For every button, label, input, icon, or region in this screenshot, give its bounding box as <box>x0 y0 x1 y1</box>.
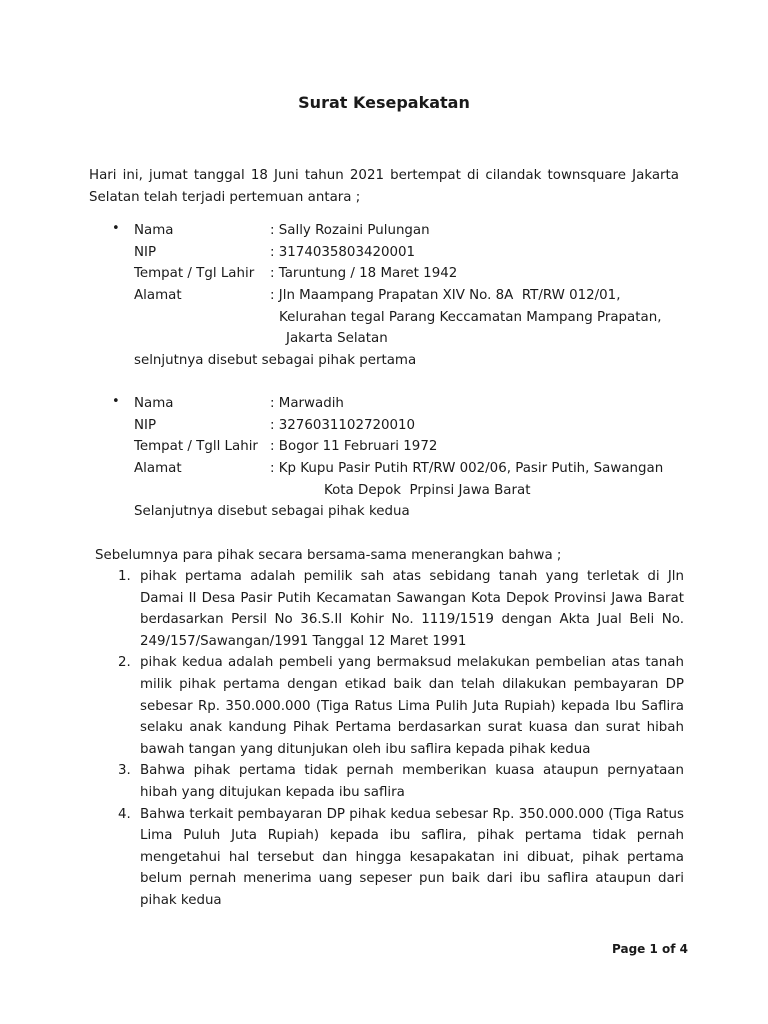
party1-alamat-line-1: : Jln Maampang Prapatan XIV No. 8A RT/RW 012/01, <box>270 288 621 303</box>
party2-alamat-label: Alamat <box>134 461 182 476</box>
party2-nama-label: Nama <box>134 396 174 411</box>
list-item-text: pihak pertama adalah pemilik sah atas sebidang tanah yang terletak di Jln Damai II Desa Pasir Putih Kecamatan Sawangan Kota Depok Provinsi Jawa Barat berdasarkan Persil No 36.S.II Kohir No. 1119/1519 dengan Akta Jual Beli No. 249/157/Sawangan/1991 Tanggal 12 Maret 1991 <box>140 569 684 649</box>
party1-nip-value: : 3174035803420001 <box>270 245 416 260</box>
party1-nama-label: Nama <box>134 223 174 238</box>
intro-paragraph: Hari ini, jumat tanggal 18 Juni tahun 2021 bertempat di cilandak townsquare Jakarta Selatan telah terjadi pertemuan antara ; <box>89 168 679 205</box>
list-item-number: 2. <box>118 655 131 671</box>
list-item-number: 3. <box>118 763 131 779</box>
party1-alamat-line-3: Jakarta Selatan <box>286 331 388 346</box>
party2-nip-value: : 3276031102720010 <box>270 418 416 433</box>
list-item <box>118 804 684 912</box>
list-item-text: Bahwa pihak pertama tidak pernah memberikan kuasa ataupun pernyataan hibah yang ditujukan kepada ibu saflira <box>140 763 684 800</box>
list-item <box>118 566 684 652</box>
party1-alamat-label: Alamat <box>134 288 182 303</box>
party1-ttl-value: : Taruntung / 18 Maret 1942 <box>270 266 458 281</box>
list-item-text: pihak kedua adalah pembeli yang bermaksud melakukan pembelian atas tanah milik pihak pertama dengan etikad baik dan telah dilakukan pembayaran DP sebesar Rp. 350.000.000 (Tiga Ratus Lima Pulih Juta Rupiah) kepada Ibu Saflira selaku anak kandung Pihak Pertama berdasarkan surat kuasa dan surat hibah bawah tangan yang ditunjukan oleh ibu saflira kepada pihak kedua <box>140 655 684 757</box>
party2-ttl-value: : Bogor 11 Februari 1972 <box>270 439 438 454</box>
list-item-text: Bahwa terkait pembayaran DP pihak kedua sebesar Rp. 350.000.000 (Tiga Ratus Lima Puluh Juta Rupiah) kepada ibu saflira, pihak pertama tidak pernah mengetahui hal tersebut dan hingga kesapakatan ini dibuat, pihak pertama belum pernah menerima uang sepeser pun baik dari ibu saflira ataupun dari pihak kedua <box>140 806 684 908</box>
list-item-number: 4. <box>118 806 131 822</box>
party1-nip-label: NIP <box>134 245 157 260</box>
party2-nama-value: : Marwadih <box>270 396 344 411</box>
party2-nip-label: NIP <box>134 418 157 433</box>
party1-ttl-label: Tempat / Tgl Lahir <box>134 266 255 281</box>
party2-closing: Selanjutnya disebut sebagai pihak kedua <box>134 504 410 519</box>
party2-alamat-line-2: Kota Depok Prpinsi Jawa Barat <box>324 483 531 498</box>
document-title: Surat Kesepakatan <box>298 93 470 112</box>
party2-ttl-label: Tempat / Tgll Lahir <box>134 439 258 454</box>
list-item-number: 1. <box>118 569 131 584</box>
page-number: Page 1 of 4 <box>612 942 688 956</box>
party1-closing: selnjutnya disebut sebagai pihak pertama <box>134 353 417 368</box>
bullet-party-2: • <box>112 394 120 409</box>
party1-alamat-line-2: Kelurahan tegal Parang Keccamatan Mampang Prapatan, <box>279 310 662 325</box>
list-item <box>118 652 684 760</box>
preamble-text: Sebelumnya para pihak secara bersama-sama menerangkan bahwa ; <box>95 548 562 563</box>
numbered-list <box>118 566 684 912</box>
party1-nama-value: : Sally Rozaini Pulungan <box>270 223 430 238</box>
bullet-party-1: • <box>112 221 120 236</box>
party2-alamat-line-1: : Kp Kupu Pasir Putih RT/RW 002/06, Pasir Putih, Sawangan <box>270 461 664 476</box>
list-item <box>118 760 684 803</box>
